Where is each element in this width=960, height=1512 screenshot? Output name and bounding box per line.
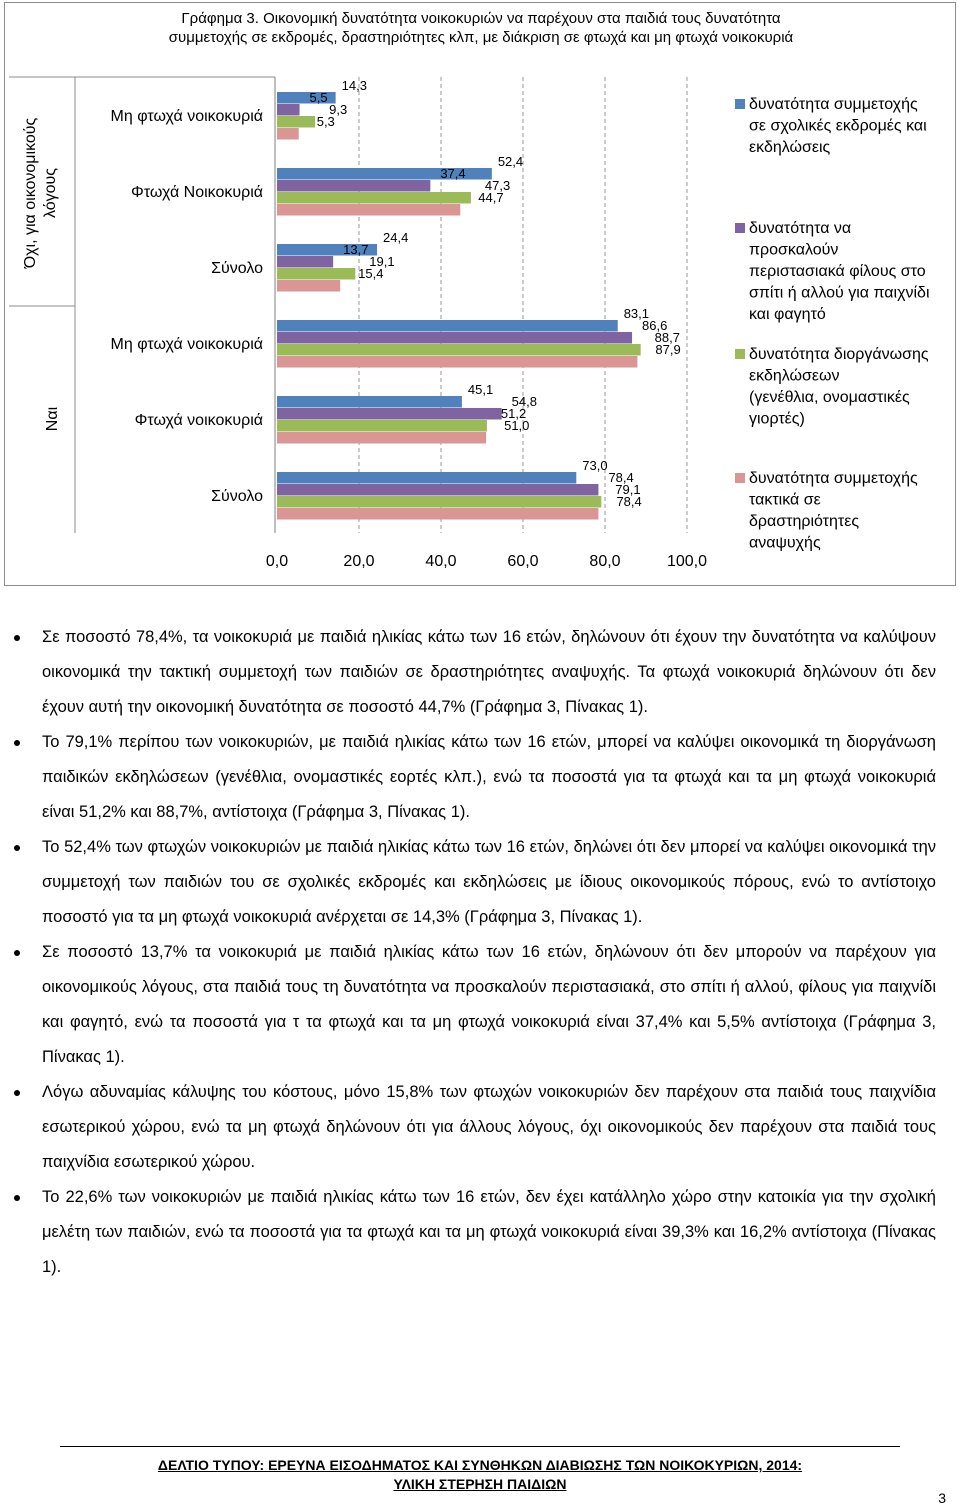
chart-title-line-1: Γράφημα 3. Οικονομική δυνατότητα νοικοκυριών να παρέχουν στα παιδιά τους δυνατότητα: [181, 10, 781, 27]
data-label: 79,1: [615, 482, 641, 497]
legend-label: δυνατότητα να: [749, 220, 852, 237]
data-label: 78,4: [608, 470, 634, 485]
data-label: 87,9: [655, 342, 681, 357]
x-tick-label: 20,0: [343, 553, 375, 570]
bullet-item: [14, 725, 936, 830]
data-label: 51,2: [500, 406, 527, 421]
data-label: 15,4: [358, 266, 384, 281]
bar: [277, 192, 471, 204]
data-label: 19,1: [369, 254, 395, 269]
category-label: Σύνολο: [211, 260, 263, 277]
legend-swatch: [735, 473, 745, 483]
data-label: 45,1: [467, 382, 494, 397]
bar: [277, 116, 315, 128]
legend-label: δραστηριότητες: [749, 513, 860, 530]
bar: [277, 508, 598, 520]
bar: [277, 496, 601, 508]
data-label: 86,6: [642, 318, 668, 333]
bullet-icon: [14, 1090, 20, 1096]
bar: [277, 472, 576, 484]
page-number: 3: [938, 1490, 946, 1506]
bullet-text: Το 52,4% των φτωχών νοικοκυριών με παιδιά ηλικίας κάτω των 16 ετών, δηλώνει ότι δεν μπορεί να καλύψει οικονομικά την συμμετοχή των παιδιών του σε σχολικές εκδρομές και εκδηλώσεις με ίδιους οικονομικούς πόρους, ενώ το αντίστοιχο ποσοστό για τα μη φτωχά νοικοκυριά ανέρχεται σε 14,3% (Γράφημα 3, Πίνακας 1).: [42, 838, 936, 926]
bullet-text: Σε ποσοστό 13,7% τα νοικοκυριά με παιδιά ηλικίας κάτω των 16 ετών, δηλώνουν ότι δεν μπορούν να παρέχουν για οικονομικούς λόγους, στα παιδιά τους τη δυνατότητα να προσκαλούν περιστασιακά, στο σπίτι ή αλλού, φίλους για παιχνίδι και φαγητό, ενώ τα ποσοστά για τ τα φτωχά και τα μη φτωχά νοικοκυριά είναι 37,4% και 5,5% αντίστοιχα (Γράφημα 3, Πίνακας 1).: [42, 943, 936, 1066]
bar: [277, 256, 333, 268]
x-tick-label: 40,0: [425, 553, 457, 570]
bar: [277, 180, 430, 192]
group-label: Ναι: [44, 406, 61, 432]
x-tick-label: 0,0: [265, 553, 289, 570]
bullet-icon: [14, 1195, 20, 1201]
data-label: 83,1: [623, 306, 650, 321]
legend-label: δυνατότητα διοργάνωσης: [749, 346, 929, 363]
bullet-item: [14, 830, 936, 935]
legend-swatch: [735, 349, 745, 359]
legend-swatch: [735, 99, 745, 109]
legend-label: προσκαλούν: [749, 241, 839, 259]
bullet-item: [14, 1075, 936, 1180]
bullet-icon: [14, 740, 20, 746]
bullet-icon: [14, 845, 20, 851]
bullet-text: Το 22,6% των νοικοκυριών με παιδιά ηλικίας κάτω των 16 ετών, δεν έχει κατάλληλο χώρο στην κατοικία για την σχολική μελέτη των παιδιών, ενώ τα ποσοστά για τα φτωχά και τα μη φτωχά νοικοκυριά είναι 39,3% και 16,2% αντίστοιχα (Πίνακας 1).: [42, 1188, 936, 1276]
bullet-text: Το 79,1% περίπου των νοικοκυριών, με παιδιά ηλικίας κάτω των 16 ετών, μπορεί να καλύψει οικονομικά τη διοργάνωση παιδικών εκδηλώσεων (γενέθλια, ονομαστικές εορτές κλπ.), ενώ τα ποσοστά για τα φτωχά και τα μη φτωχά νοικοκυριά είναι 51,2% και 88,7%, αντίστοιχα (Γράφημα 3, Πίνακας 1).: [42, 733, 936, 821]
group-label: Όχι, για οικονομικούς: [22, 117, 39, 269]
footer: [0, 1456, 960, 1494]
category-label: Φτωχά νοικοκυριά: [134, 412, 263, 429]
data-label: 5,5: [309, 90, 328, 105]
bar: [277, 432, 486, 444]
bullet-icon: [14, 635, 20, 641]
legend-label: σπίτι ή αλλού για παιχνίδι: [749, 284, 930, 302]
footer-line-1: ΔΕΛΤΙΟ ΤΥΠΟΥ: ΕΡΕΥΝΑ ΕΙΣΟΔΗΜΑΤΟΣ ΚΑΙ ΣΥΝΘΗΚΩΝ ΔΙΑΒΙΩΣΗΣ ΤΩΝ ΝΟΙΚΟΚΥΡΙΩΝ, 2014:: [157, 1457, 803, 1473]
data-label: 78,4: [616, 494, 642, 509]
category-label: Σύνολο: [211, 488, 263, 505]
bullet-item: [14, 1180, 936, 1285]
legend-label: περιστασιακά φίλους στο: [749, 263, 926, 280]
bullet-item: [14, 620, 936, 725]
bar: [277, 408, 502, 420]
bar: [277, 104, 300, 116]
legend-label: σε σχολικές εκδρομές και: [749, 117, 927, 135]
data-label: 47,3: [484, 178, 511, 193]
legend-label: (γενέθλια, ονομαστικές: [749, 389, 910, 406]
data-label: 51,0: [504, 418, 530, 433]
bar-chart: [5, 3, 957, 587]
legend-label: και φαγητό: [749, 306, 826, 323]
bar: [277, 396, 462, 408]
data-label: 9,3: [329, 102, 348, 117]
bar: [277, 356, 637, 368]
x-tick-label: 80,0: [589, 553, 621, 570]
data-label: 24,4: [383, 230, 409, 245]
bar: [277, 484, 598, 496]
data-label: 54,8: [511, 394, 537, 409]
data-label: 14,3: [341, 78, 367, 93]
bar: [277, 344, 641, 356]
bar: [277, 332, 632, 344]
legend-swatch: [735, 223, 745, 233]
bullet-list: [14, 620, 936, 1285]
data-label: 52,4: [497, 154, 524, 169]
bullet-item: [14, 935, 936, 1075]
data-label: 73,0: [582, 458, 608, 473]
legend-label: εκδηλώσεων: [749, 367, 840, 385]
category-label: Μη φτωχά νοικοκυριά: [110, 336, 263, 353]
legend-label: γιορτές): [749, 410, 805, 428]
chart-title-line-2: συμμετοχής σε εκδρομές, δραστηριότητες κλπ, με διάκριση σε φτωχά και μη φτωχά νοικοκυριά: [168, 29, 794, 46]
group-label: λόγους: [42, 167, 59, 219]
data-label: 88,7: [654, 330, 680, 345]
x-tick-label: 100,0: [666, 553, 708, 570]
legend-label: δυνατότητα συμμετοχής: [749, 470, 918, 487]
category-label: Φτωχά Νοικοκυριά: [131, 184, 263, 201]
data-label: 44,7: [478, 190, 504, 205]
bullet-icon: [14, 950, 20, 956]
bar: [277, 420, 487, 432]
bar: [277, 268, 355, 280]
bar: [277, 320, 618, 332]
bar: [277, 128, 299, 140]
x-tick-label: 60,0: [507, 553, 539, 570]
data-label: 5,3: [316, 114, 335, 129]
legend-label: δυνατότητα συμμετοχής: [749, 96, 918, 113]
footer-line-2: ΥΛΙΚΗ ΣΤΕΡΗΣΗ ΠΑΙΔΙΩΝ: [393, 1476, 567, 1492]
bullet-text: Λόγω αδυναμίας κάλυψης του κόστους, μόνο 15,8% των φτωχών νοικοκυριών δεν παρέχουν στα παιδιά τους παιχνίδια εσωτερικού χώρου, ενώ τα μη φτωχά δηλώνουν ότι για άλλους λόγους, όχι οικονομικούς δεν παρέχουν στα παιδιά τους παιχνίδια εσωτερικού χώρου.: [42, 1083, 936, 1171]
legend-label: αναψυχής: [749, 534, 821, 552]
category-label: Μη φτωχά νοικοκυριά: [110, 108, 263, 125]
data-label: 37,4: [440, 166, 466, 181]
legend-label: εκδηλώσεις: [749, 139, 831, 156]
footer-divider: [60, 1446, 900, 1447]
bar: [277, 280, 340, 292]
legend-label: τακτικά σε: [749, 491, 821, 509]
data-label: 13,7: [343, 242, 369, 257]
bullet-text: Σε ποσοστό 78,4%, τα νοικοκυριά με παιδιά ηλικίας κάτω των 16 ετών, δηλώνουν ότι έχουν την δυνατότητα να καλύψουν οικονομικά την τακτική συμμετοχή των παιδιών σε δραστηριότητες αναψυχής. Τα φτωχά νοικοκυριά δηλώνουν ότι δεν έχουν αυτή την οικονομική δυνατότητα σε ποσοστό 44,7% (Γράφημα 3, Πίνακας 1).: [42, 628, 936, 716]
bar: [277, 204, 460, 216]
chart-container: [4, 2, 956, 586]
